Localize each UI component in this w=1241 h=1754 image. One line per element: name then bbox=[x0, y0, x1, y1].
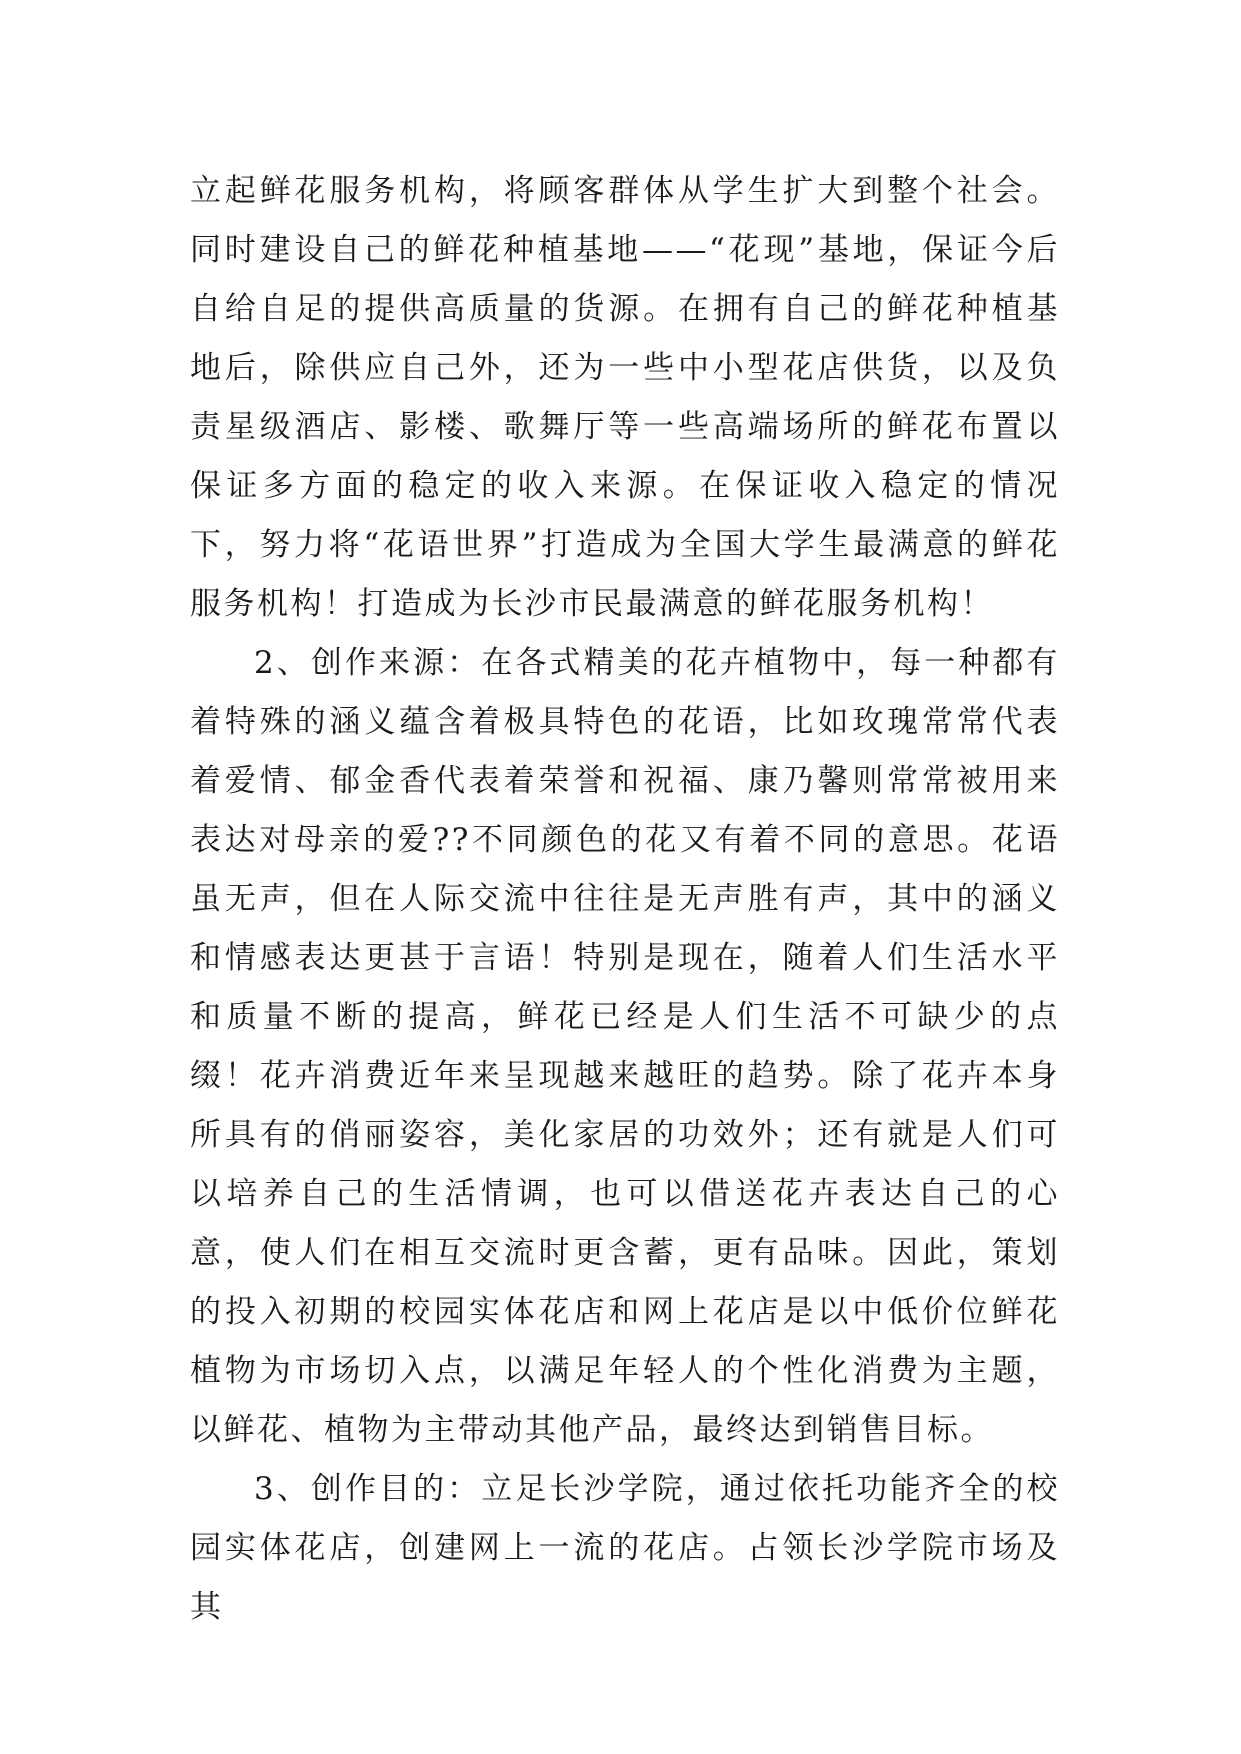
document-body bbox=[190, 162, 1060, 1637]
paragraph-creation-source: 2、创作来源：在各式精美的花卉植物中，每一种都有着特殊的涵义蕴含着极具特色的花语，比如玫瑰常常代表着爱情、郁金香代表着荣誉和祝福、康乃馨则常常被用来表达对母亲的爱??不同颜色的花又有着不同的意思。花语虽无声，但在人际交流中往往是无声胜有声，其中的涵义和情感表达更甚于言语！特别是现在，随着人们生活水平和质量不断的提高，鲜花已经是人们生活不可缺少的点缀！花卉消费近年来呈现越来越旺的趋势。除了花卉本身所具有的俏丽姿容，美化家居的功效外；还有就是人们可以培养自己的生活情调，也可以借送花卉表达自己的心意，使人们在相互交流时更含蓄，更有品味。因此，策划的投入初期的校园实体花店和网上花店是以中低价位鲜花植物为市场切入点，以满足年轻人的个性化消费为主题，以鲜花、植物为主带动其他产品，最终达到销售目标。 bbox=[190, 645, 1060, 1448]
paragraph-creation-purpose: 3、创作目的：立足长沙学院，通过依托功能齐全的校园实体花店，创建网上一流的花店。占领长沙学院市场及其 bbox=[190, 1471, 1060, 1625]
paragraph-continuation: 立起鲜花服务机构，将顾客群体从学生扩大到整个社会。同时建设自己的鲜花种植基地——“花现”基地，保证今后自给自足的提供高质量的货源。在拥有自己的鲜花种植基地后，除供应自己外，还为一些中小型花店供货，以及负责星级酒店、影楼、歌舞厅等一些高端场所的鲜花布置以保证多方面的稳定的收入来源。在保证收入稳定的情况下，努力将“花语世界”打造成为全国大学生最满意的鲜花服务机构！打造成为长沙市民最满意的鲜花服务机构！ bbox=[190, 173, 1060, 622]
